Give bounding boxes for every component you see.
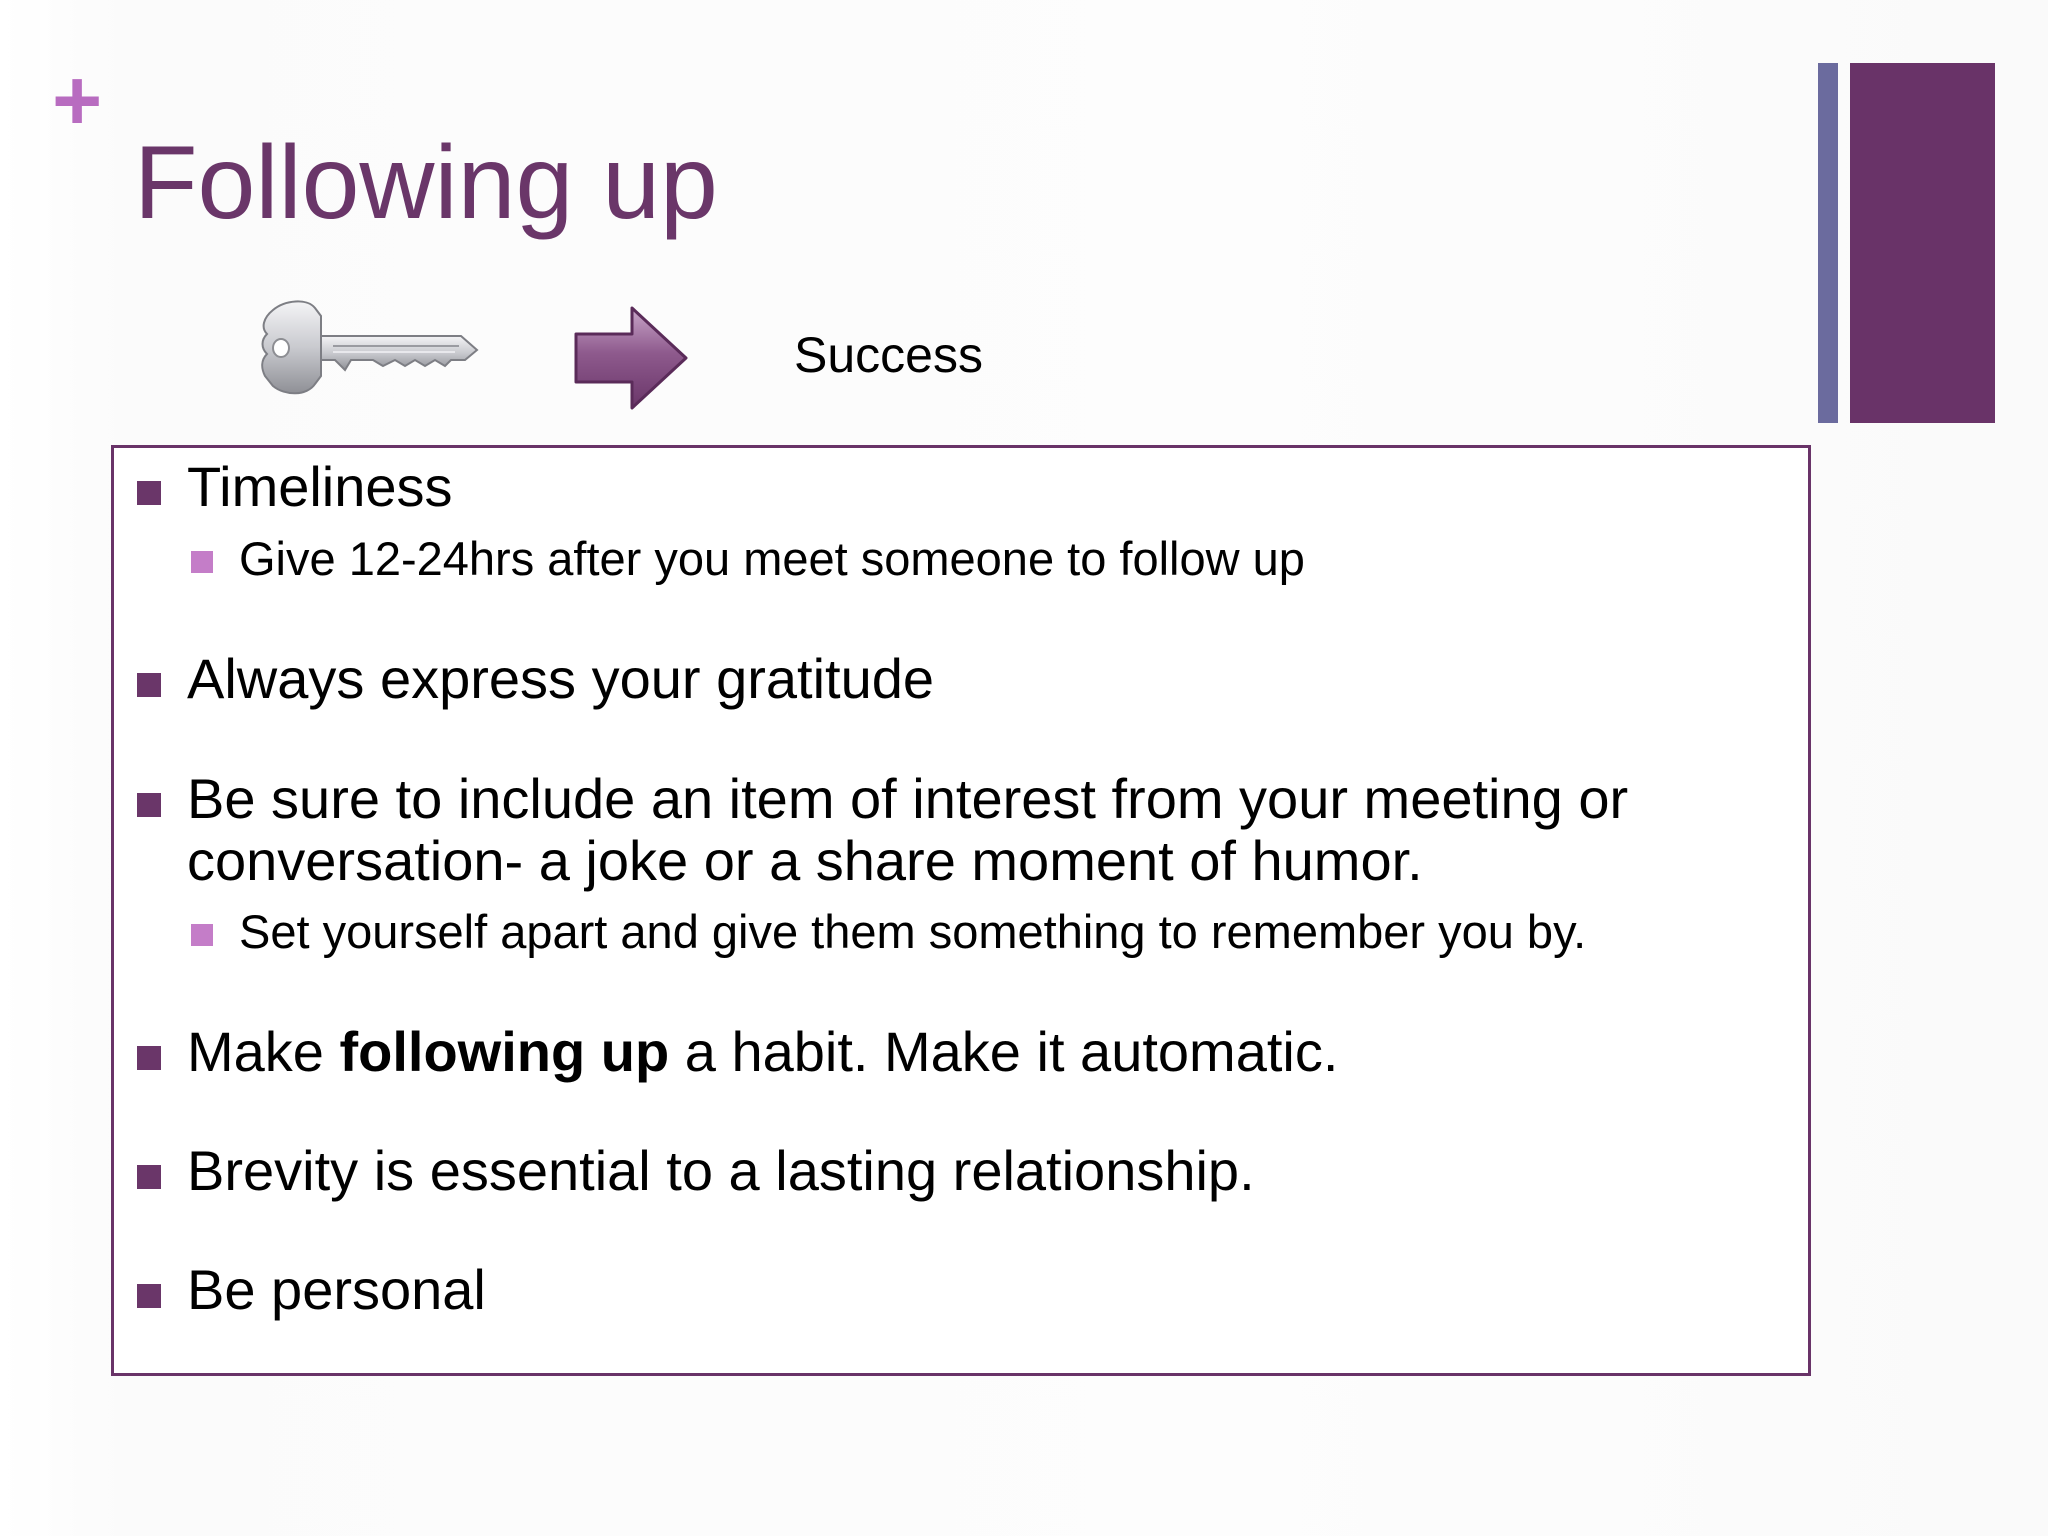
- bullet-brevity: [187, 1140, 1255, 1202]
- bullet-text-line-2: conversation- a joke or a share moment of humor.: [187, 829, 1423, 892]
- bullet-text-line-1: Be sure to include an item of interest from your meeting or: [187, 767, 1629, 830]
- bullet-marker-icon: [137, 1165, 161, 1189]
- sub-bullet-marker-icon: [191, 924, 213, 946]
- bullet-gratitude: [187, 648, 934, 710]
- sub-bullet-interest-detail: [239, 903, 1586, 961]
- bullet-marker-icon: [137, 1046, 161, 1070]
- bullet-text: Always express your gratitude: [187, 647, 935, 710]
- bullet-marker-icon: [137, 481, 161, 505]
- habit-text-after: a habit. Make it automatic.: [669, 1020, 1339, 1083]
- bullet-marker-icon: [137, 673, 161, 697]
- bullet-text: Timeliness: [187, 455, 453, 518]
- bullet-item-of-interest: [187, 768, 1628, 892]
- success-label: Success: [794, 327, 983, 383]
- bullet-marker-icon: [137, 793, 161, 817]
- bullet-text: [187, 1021, 1338, 1083]
- bullet-marker-icon: [137, 1284, 161, 1308]
- slide-title: Following up: [134, 125, 718, 241]
- bullet-habit: [187, 1021, 1338, 1083]
- key-icon: [255, 298, 485, 398]
- sub-bullet-text: Set yourself apart and give them something to remember you by.: [239, 905, 1587, 958]
- plus-icon: +: [52, 53, 103, 149]
- accent-bar-secondary: [1818, 63, 1838, 423]
- sub-bullet-marker-icon: [191, 551, 213, 573]
- bullet-timeliness: [187, 456, 453, 518]
- bullet-personal: [187, 1259, 486, 1321]
- sub-bullet-timeliness-detail: [239, 530, 1305, 588]
- content-box: [111, 445, 1811, 1376]
- bullet-text: Brevity is essential to a lasting relationship.: [187, 1139, 1255, 1202]
- arrow-right-icon: [574, 306, 690, 412]
- habit-text-bold: following up: [339, 1020, 670, 1083]
- habit-text-before: Make: [187, 1020, 340, 1083]
- bullet-text: Be personal: [187, 1258, 486, 1321]
- sub-bullet-text: Give 12-24hrs after you meet someone to follow up: [239, 532, 1305, 585]
- accent-bar-primary: [1850, 63, 1995, 423]
